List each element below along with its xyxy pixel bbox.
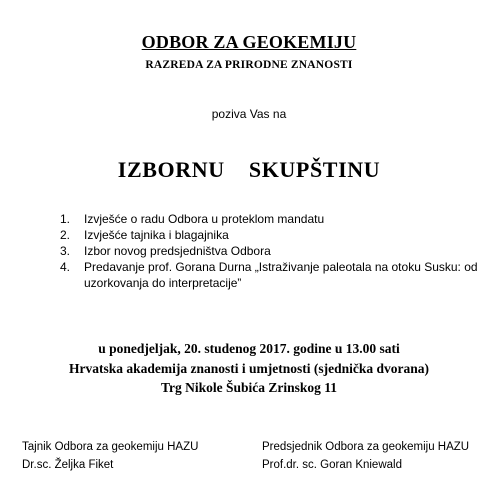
secretary-title: Tajnik Odbora za geokemiju HAZU — [22, 441, 199, 453]
agenda-item-text: Izbor novog predsjedništva Odbora — [84, 244, 271, 258]
secretary-name: Dr.sc. Željka Fiket — [22, 459, 114, 471]
event-address: Trg Nikole Šubića Zrinskog 11 — [160, 380, 338, 395]
event-venue: Hrvatska akademija znanosti i umjetnosti (sjednička dvorana) — [68, 361, 429, 376]
agenda-item-number: 3. — [60, 244, 71, 258]
event-date-time: u ponedjeljak, 20. studenog 2017. godine u 13.00 sati — [98, 341, 400, 356]
agenda-item — [60, 259, 480, 291]
agenda-item-text: Predavanje prof. Gorana Durna „Istraživanje paleotala na otoku Susku: od uzorkovanja do interpretacije” — [84, 260, 478, 290]
organization-name: ODBOR ZA GEOKEMIJU — [141, 32, 357, 52]
agenda-item-text: Izvješće o radu Odbora u proteklom mandatu — [84, 212, 325, 226]
agenda-item-number: 1. — [60, 212, 71, 226]
president-title: Predsjednik Odbora za geokemiju HAZU — [262, 441, 470, 453]
president-name: Prof.dr. sc. Goran Kniewald — [262, 459, 402, 471]
agenda-list — [60, 211, 480, 291]
agenda-item-text: Izvješće tajnika i blagajnika — [84, 228, 229, 242]
agenda-item — [60, 211, 480, 227]
organization-subtitle: RAZREDA ZA PRIRODNE ZNANOSTI — [145, 59, 353, 71]
invitation-text: poziva Vas na — [211, 107, 287, 121]
agenda-item-number: 2. — [60, 228, 71, 242]
agenda-item — [60, 243, 480, 259]
agenda-item-number: 4. — [60, 260, 71, 274]
agenda-item — [60, 227, 480, 243]
event-title: IZBORNU SKUPŠTINU — [117, 157, 381, 182]
